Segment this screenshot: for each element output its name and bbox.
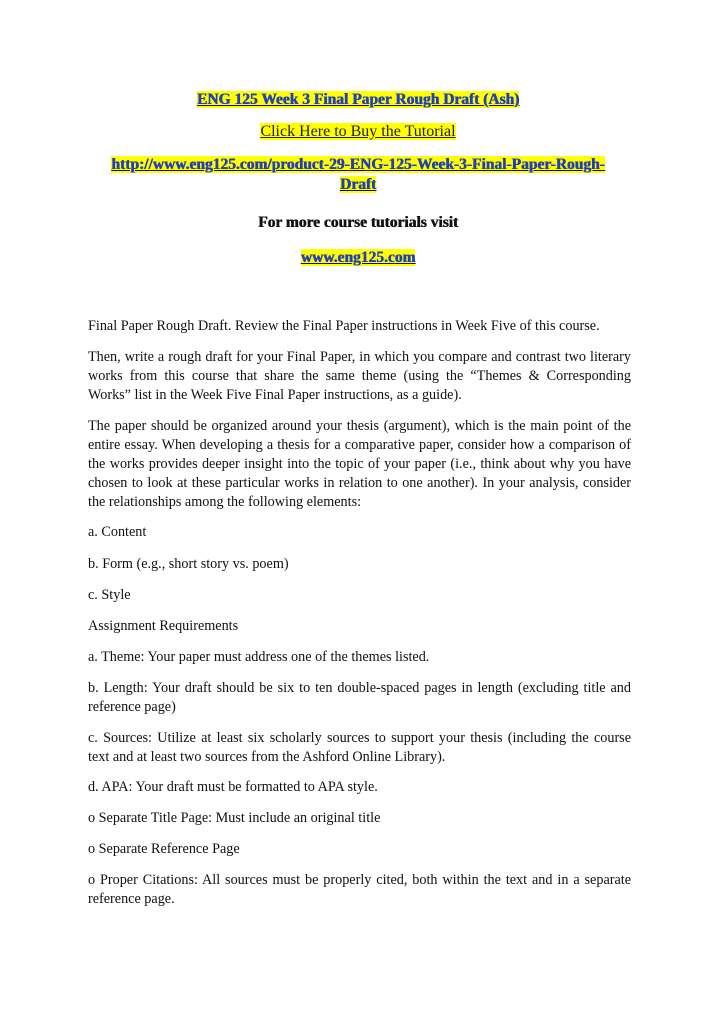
apa-proper-citations: o Proper Citations: All sources must be properly cited, both within the text and in a separate reference page. bbox=[88, 872, 631, 907]
apa-title-page: o Separate Title Page: Must include an original title bbox=[88, 810, 381, 826]
paragraph-thesis: The paper should be organized around your thesis (argument), which is the main point of the entire essay. When developing a thesis for a comparative paper, consider how a comparison of the works provides deeper insight into the topic of your paper (i.e., think about why you have chosen to look at these particular works in relation to one another). In your analysis, consider the relationships among the following elements: bbox=[88, 418, 631, 510]
product-url-link-line-1[interactable]: http://www.eng125.com/product-29-ENG-125-Week-3-Final-Paper-Rough- bbox=[111, 156, 605, 173]
more-tutorials-text: For more course tutorials visit bbox=[257, 214, 459, 231]
requirement-theme: a. Theme: Your paper must address one of the themes listed. bbox=[88, 649, 430, 665]
list-item-content: a. Content bbox=[88, 524, 147, 540]
apa-reference-page: o Separate Reference Page bbox=[88, 841, 240, 857]
requirement-sources: c. Sources: Utilize at least six scholarly sources to support your thesis (including the course text and at least two sources from the Ashford Online Library). bbox=[88, 730, 631, 765]
assignment-requirements-heading: Assignment Requirements bbox=[88, 618, 239, 634]
requirement-length: b. Length: Your draft should be six to ten double-spaced pages in length (excluding title and reference page) bbox=[88, 680, 631, 715]
list-item-form: b. Form (e.g., short story vs. poem) bbox=[88, 556, 289, 572]
page-title[interactable]: ENG 125 Week 3 Final Paper Rough Draft (Ash) bbox=[196, 91, 520, 108]
product-url-link-line-2[interactable]: Draft bbox=[339, 176, 377, 193]
paragraph-intro: Final Paper Rough Draft. Review the Final Paper instructions in Week Five of this course. bbox=[88, 318, 600, 334]
buy-tutorial-link[interactable]: Click Here to Buy the Tutorial bbox=[260, 123, 456, 140]
requirement-apa: d. APA: Your draft must be formatted to APA style. bbox=[88, 779, 378, 795]
paragraph-instructions: Then, write a rough draft for your Final Paper, in which you compare and contrast two literary works from this course that share the same theme (using the “Themes & Corresponding Works” list in the Week Five Final Paper instructions, as a guide). bbox=[88, 349, 631, 403]
site-link[interactable]: www.eng125.com bbox=[300, 249, 416, 266]
list-item-style: c. Style bbox=[88, 587, 131, 603]
